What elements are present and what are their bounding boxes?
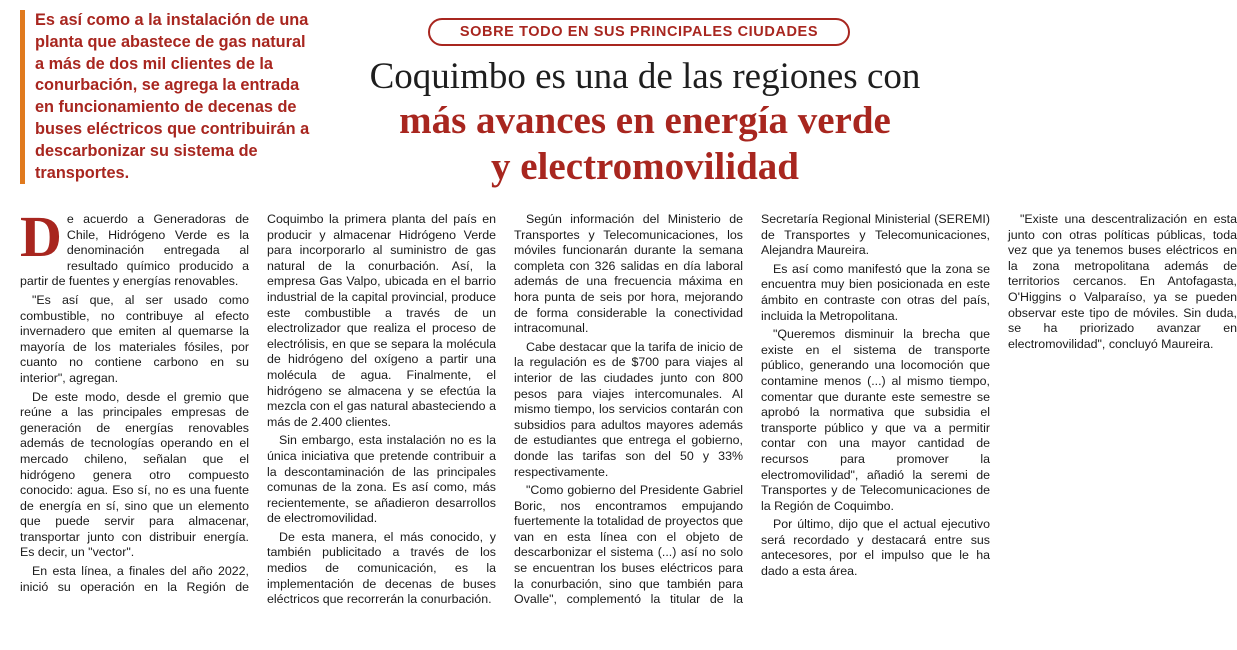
lead-summary: Es así como a la instalación de una planta que abastece de gas natural a más de dos mil clientes de la conurbación, se agrega la entrada en funcionamiento de decenas de buses eléctricos que contribuirán a descarbonizar su sistema de transportes. [20, 10, 313, 184]
section-kicker: SOBRE TODO EN SUS PRINCIPALES CIUDADES [428, 18, 850, 46]
headline-line-3: y electromovilidad [491, 145, 799, 188]
body-paragraph: Cabe destacar que la tarifa de inicio de la regulación es de $700 para viajes al interior de las ciudades junto con 800 pesos para viajes intercomunales. Al mismo tiempo, los servicios contarán con subsidios para adultos mayores además de estudiantes que entrega el gobierno, donde las tarifas son del 50 y 33% respectivamente. [514, 339, 743, 479]
paragraph-text: e acuerdo a Generadoras de Chile, Hidrógeno Verde es la denominación entregada al resultado químico producido a partir de fuentes y energías renovables. [20, 212, 249, 289]
article-headline [300, 56, 990, 190]
body-paragraph [20, 204, 249, 290]
body-paragraph: "Como gobierno del Presidente Gabriel Boric, nos encontramos empujando fuertemente la totalidad de proyectos que van en esta línea con el objeto de descarbonizar el sistema (...) así no solo se encuentran los buses eléctricos para la conurbación, sino que también para Ovalle", complementó la titular de la Secretaría Regional Ministerial (SEREMI) de Transportes y Telecomunicaciones, Alejandra Maureira. [514, 212, 990, 607]
body-paragraph: Sin embargo, esta instalación no es la única iniciativa que pretende contribuir a la descontaminación de las principales comunas de la zona. Es así como, más recientemente, se añadieron desarrollos de electromovilidad. [267, 433, 496, 526]
body-paragraph: De esta manera, el más conocido, y también publicitado a través de los medios de comunicación, es la implementación de decenas de buses eléctricos que recorrerán la conurbación. [267, 529, 496, 607]
article-body [20, 204, 1237, 608]
body-paragraph: De este modo, desde el gremio que reúne a las principales empresas de generación de energías renovables además de tecnologías operando en el mercado chileno, señalan que el hidrógeno genera otro compuesto conocido: agua. Eso sí, no es una fuente de energía en sí, sino que un elemento que puede servir para almacenar, transportar junto con distribuir energía. Es decir, un "vector". [20, 389, 249, 560]
body-paragraph: "Existe una descentralización en esta junto con otras políticas públicas, toda vez que ya tenemos buses eléctricos en la zona metropolitana además de territorios cercanos. En Antofagasta, O'Higgins o Valparaíso, ya se pueden observar este tipo de móviles. Sin duda, se ha priorizado avanzar en electromovilidad", concluyó Maureira. [1008, 212, 1237, 351]
body-paragraph: "Queremos disminuir la brecha que existe en el sistema de transporte público, generando una locomoción que contamine menos (...) al mismo tiempo, comentar que durante este semestre se aprobó la normativa que subsidia el transporte público y que va a permitir contar con una mayor cantidad de recursos para promover la electromovilidad", añadió la seremi de Transportes y de Telecomunicaciones de la Región de Coquimbo. [761, 327, 990, 513]
drop-cap: D [20, 204, 62, 269]
body-paragraph: Es así como manifestó que la zona se encuentra muy bien posicionada en este ámbito en contraste con otras del país, incluida la Metropolitana. [761, 261, 990, 323]
body-paragraph: Por último, dijo que el actual ejecutivo será recordado y destacará entre sus antecesores, por el impulso que le ha dado a esta área. [761, 517, 990, 579]
headline-line-2: más avances en energía verde [399, 99, 891, 142]
headline-line-1: Coquimbo es una de las regiones con [369, 56, 921, 97]
body-paragraph: En esta línea, a finales del año 2022, inició su operación en la Región de Coquimbo la primera planta del país en producir y almacenar Hidrógeno Verde para incorporarlo al suministro de gas natural de la conurbación. Así, la empresa Gas Valpo, ubicada en el barrio industrial de la capital provincial, produce este combustible a través de un electrolizador que realiza el proceso de electrólisis, en que se separa la molécula de hidrógeno del oxígeno a partir una molécula de agua. Finalmente, el hidrógeno se almacena y se efectúa la mezcla con el gas natural abasteciendo a más de 2.400 clientes. [20, 212, 496, 594]
body-paragraph: Según información del Ministerio de Transportes y Telecomunicaciones, los móviles funcionarán durante la semana completa con 326 salidas en día laboral además de una frecuencia máxima en hora punta de seis por hora, mejorando de forma considerable la conectividad intracomunal. [514, 212, 743, 336]
body-paragraph: "Es así que, al ser usado como combustible, no contribuye al efecto invernadero que emiten al quemarse la mayoría de los materiales fósiles, por cuanto no contiene carbono en su interior", agregan. [20, 292, 249, 385]
